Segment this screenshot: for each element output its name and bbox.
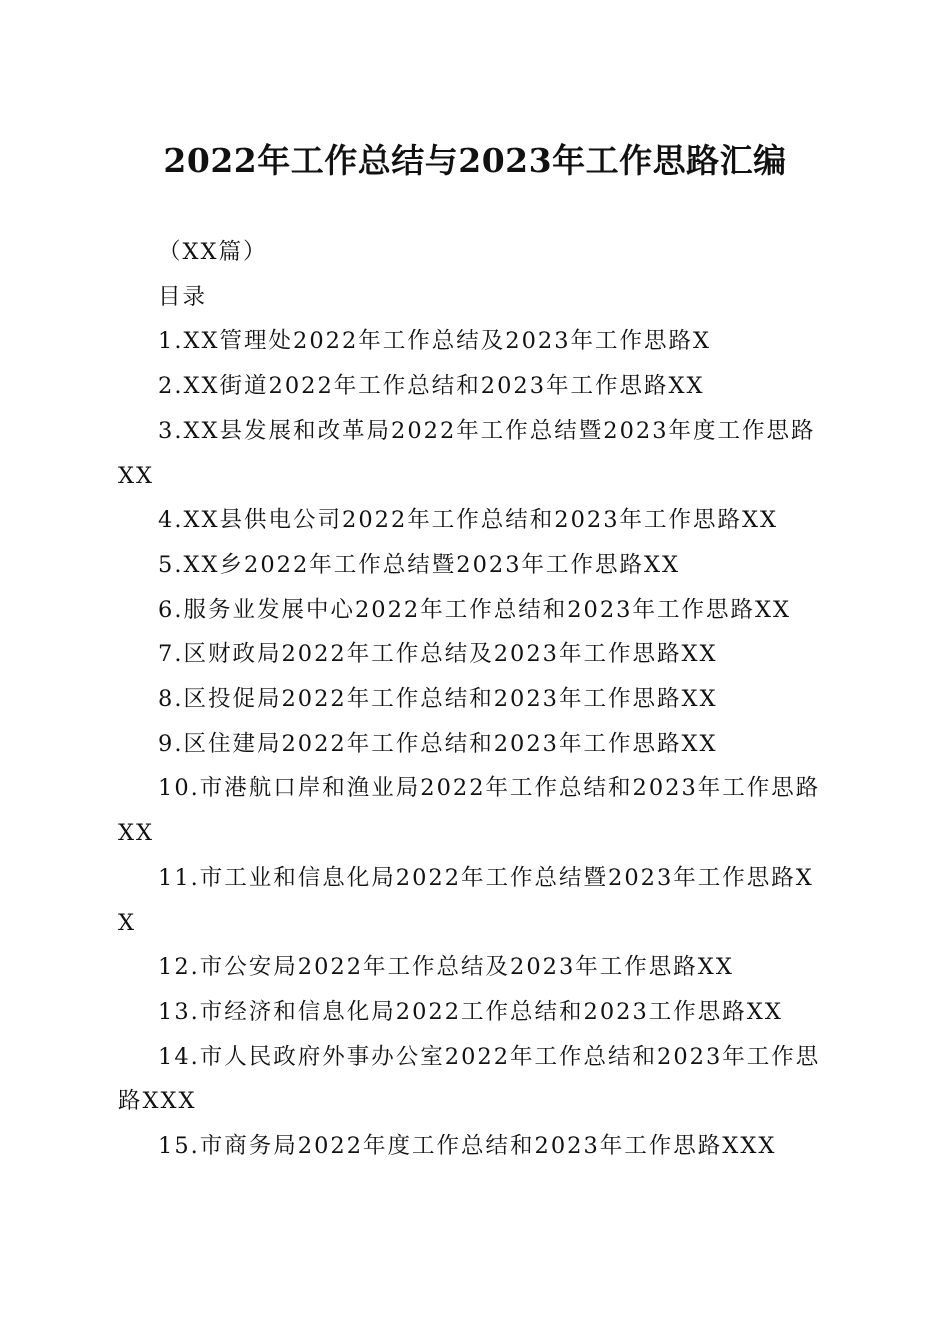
toc-item-6: 6.服务业发展中心2022年工作总结和2023年工作思路XX xyxy=(158,596,792,623)
toc-item-10: 10.市港航口岸和渔业局2022年工作总结和2023年工作思路XX xyxy=(118,775,821,847)
toc-item-4: 4.XX县供电公司2022年工作总结和2023年工作思路XX xyxy=(158,507,779,534)
toc-item-1: 1.XX管理处2022年工作总结及2023年工作思路X xyxy=(158,328,712,355)
toc-item-11: 11.市工业和信息化局2022年工作总结暨2023年工作思路XX xyxy=(118,864,814,936)
document-title: 2022年工作总结与2023年工作思路汇编 xyxy=(163,141,787,180)
toc-item-9: 9.区住建局2022年工作总结和2023年工作思路XX xyxy=(158,730,718,757)
toc-item-15: 15.市商务局2022年度工作总结和2023年工作思路XXX xyxy=(158,1133,777,1160)
toc-item-14: 14.市人民政府外事办公室2022年工作总结和2023年工作思路XXX xyxy=(118,1043,821,1115)
document-subtitle: （XX篇） xyxy=(158,239,268,265)
toc-item-8: 8.区投促局2022年工作总结和2023年工作思路XX xyxy=(158,686,718,713)
document-body xyxy=(118,230,830,1169)
toc-heading: 目录 xyxy=(158,283,208,310)
toc-item-7: 7.区财政局2022年工作总结及2023年工作思路XX xyxy=(158,641,718,668)
toc-item-12: 12.市公安局2022年工作总结及2023年工作思路XX xyxy=(158,954,734,981)
toc-item-13: 13.市经济和信息化局2022工作总结和2023工作思路XX xyxy=(158,998,783,1025)
toc-item-5: 5.XX乡2022年工作总结暨2023年工作思路XX xyxy=(158,551,681,578)
toc-item-3: 3.XX县发展和改革局2022年工作总结暨2023年度工作思路XX xyxy=(118,417,816,489)
toc-item-2: 2.XX街道2022年工作总结和2023年工作思路XX xyxy=(158,373,705,400)
